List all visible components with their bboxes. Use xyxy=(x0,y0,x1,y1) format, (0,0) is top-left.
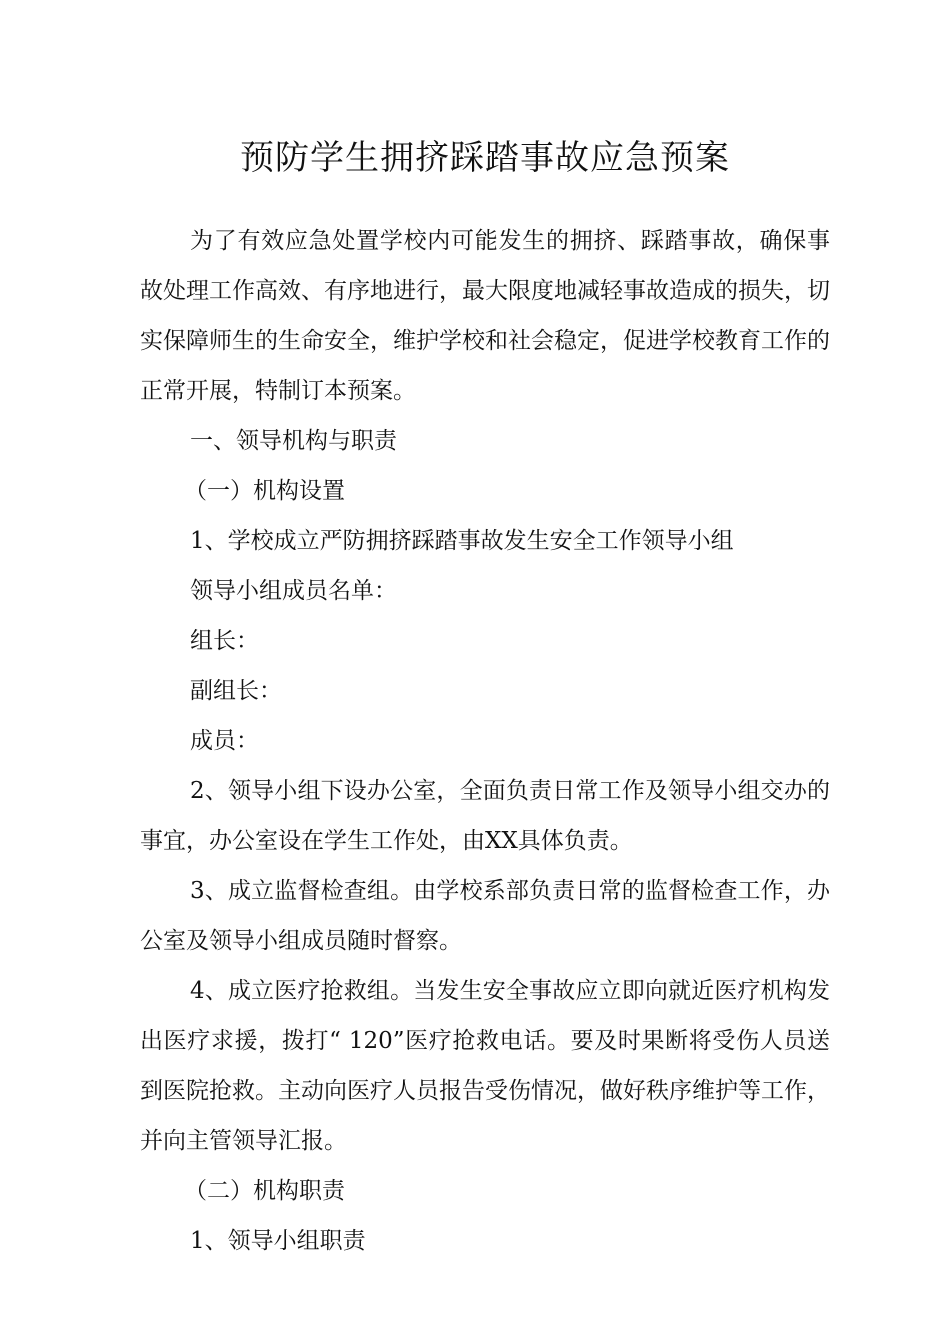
item-group-duties: 1、领导小组职责 xyxy=(190,1228,366,1254)
subsection-heading-duties: （二）机构职责 xyxy=(184,1178,345,1204)
leader-label: 组长： xyxy=(190,628,259,654)
item-medical-paragraph: 4、成立医疗抢救组。当发生安全事故应立即向就近医疗机构发出医疗求援，拨打“ 120”医疗抢救电话。要及时果断将受伤人员送到医院抢救。主动向医疗人员报告受伤情况，做好秩序维护等工作，并向主管领导汇报。 xyxy=(140,978,830,1154)
section-heading-leadership: 一、领导机构与职责 xyxy=(190,428,397,454)
members-list-label: 领导小组成员名单： xyxy=(190,578,397,604)
item-inspection-paragraph: 3、成立监督检查组。由学校系部负责日常的监督检查工作，办公室及领导小组成员随时督察。 xyxy=(140,878,830,954)
deputy-leader-label: 副组长： xyxy=(190,678,282,704)
document-body xyxy=(140,216,830,1266)
intro-paragraph: 为了有效应急处置学校内可能发生的拥挤、踩踏事故，确保事故处理工作高效、有序地进行，最大限度地减轻事故造成的损失，切实保障师生的生命安全，维护学校和社会稳定，促进学校教育工作的正常开展，特制订本预案。 xyxy=(140,228,830,404)
document-title: 预防学生拥挤踩踏事故应急预案 xyxy=(240,138,730,178)
item-office-paragraph: 2、领导小组下设办公室，全面负责日常工作及领导小组交办的事宜，办公室设在学生工作处，由XX具体负责。 xyxy=(140,778,830,854)
subsection-heading-setup: （一）机构设置 xyxy=(184,478,345,504)
members-label: 成员： xyxy=(190,728,259,754)
item-leading-group: 1、学校成立严防拥挤踩踏事故发生安全工作领导小组 xyxy=(190,528,734,554)
